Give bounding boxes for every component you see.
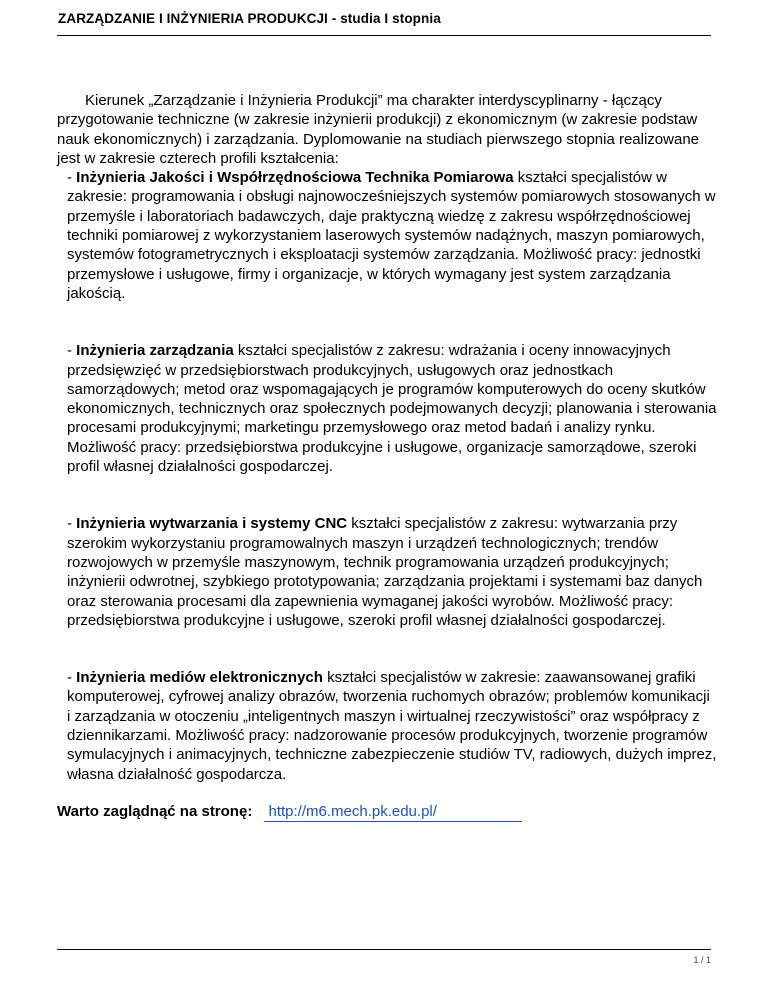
profile-paragraph-1: [57, 168, 717, 303]
profile-name: Inżynieria Jakości i Współrzędnościowa Technika Pomiarowa: [76, 169, 514, 187]
footer-divider: [57, 949, 711, 950]
document-body: [57, 91, 717, 822]
profile-paragraph-4: [57, 668, 717, 784]
page-number: 1 / 1: [693, 955, 711, 965]
profile-dash: -: [67, 342, 72, 360]
profile-dash: -: [67, 169, 72, 187]
profile-name: Inżynieria zarządzania: [76, 342, 234, 360]
profile-paragraph-2: [57, 341, 717, 476]
profile-description: kształci specjalistów w zakresie: zaawansowanej grafiki komputerowej, cyfrowej analizy obrazów, tworzenia ruchomych obrazów; problemów komunikacji i zarządzania w otoczeniu „inteligentnych maszyn i wirtualnej rzeczywistości” oraz współpracy z dziennikarzami. Możliwość pracy: nadzorowanie procesów produkcyjnych, tworzenie programów symulacyjnych i animacyjnych, techniczne zabezpieczenie studiów TV, radiowych, dużych imprez, własna działalność gospodarcza.: [67, 669, 717, 783]
profile-name: Inżynieria mediów elektronicznych: [76, 669, 323, 687]
profile-description: kształci specjalistów w zakresie: programowania i obsługi najnowocześniejszych systemów pomiarowych stosowanych w przemyśle i laboratoriach badawczych, daje praktyczną wiedzę z zakresu współrzędnościowej techniki pomiarowej z wykorzystaniem laserowych systemów nadążnych, maszyn pomiarowych, systemów fotogrametrycznych i eksploatacji systemów zarządzania. Możliwość pracy: jednostki przemysłowe i usługowe, firmy i organizacje, w których wymagany jest system zarządzania jakością.: [67, 169, 716, 302]
header-divider: [57, 35, 711, 36]
intro-paragraph: Kierunek „Zarządzanie i Inżynieria Produkcji” ma charakter interdyscyplinarny - łączący przygotowanie techniczne (w zakresie inżynierii produkcji) z ekonomicznym (w zakresie podstaw nauk ekonomicznych) i zarządzania. Dyplomowanie na studiach pierwszego stopnia realizowane jest w zakresie czterech profili kształcenia:: [57, 92, 700, 167]
website-line: [57, 802, 717, 822]
profile-dash: -: [67, 669, 72, 687]
profile-dash: -: [67, 515, 72, 533]
website-link[interactable]: http://m6.mech.pk.edu.pl/: [264, 802, 522, 822]
profile-description: kształci specjalistów z zakresu: wytwarzania przy szerokim wykorzystaniu programowalnych maszyn i urządzeń technologicznych; trendów rozwojowych w przemyśle maszynowym, technik programowania urządzeń produkcyjnych; inżynierii odwrotnej, szybkiego prototypowania; zarządzania projektami i systemami baz danych oraz sterowania procesami dla zapewnienia wymaganej jakości wyrobów. Możliwość pracy: przedsiębiorstwa produkcyjne i usługowe, szeroki profil własnej działalności gospodarczej.: [67, 515, 703, 629]
profile-description: kształci specjalistów z zakresu: wdrażania i oceny innowacyjnych przedsięwzięć w przedsiębiorstwach produkcyjnych, usługowych oraz jednostkach samorządowych; metod oraz wspomagających je programów komputerowych do oceny skutków ekonomicznych, technicznych oraz społecznych podejmowanych decyzji; planowania i sterowania procesami produkcyjnymi; marketingu przemysłowego oraz metod badań i analizy rynku. Możliwość pracy: przedsiębiorstwa produkcyjne i usługowe, organizacje samorządowe, szeroki profil własnej działalności gospodarczej.: [67, 342, 717, 476]
profile-name: Inżynieria wytwarzania i systemy CNC: [76, 515, 348, 533]
document-header-title: ZARZĄDZANIE I INŻYNIERIA PRODUKCJI - studia I stopnia: [58, 11, 441, 26]
profile-paragraph-3: [57, 514, 717, 630]
website-label: Warto zaglądnąć na stronę:: [57, 802, 253, 820]
